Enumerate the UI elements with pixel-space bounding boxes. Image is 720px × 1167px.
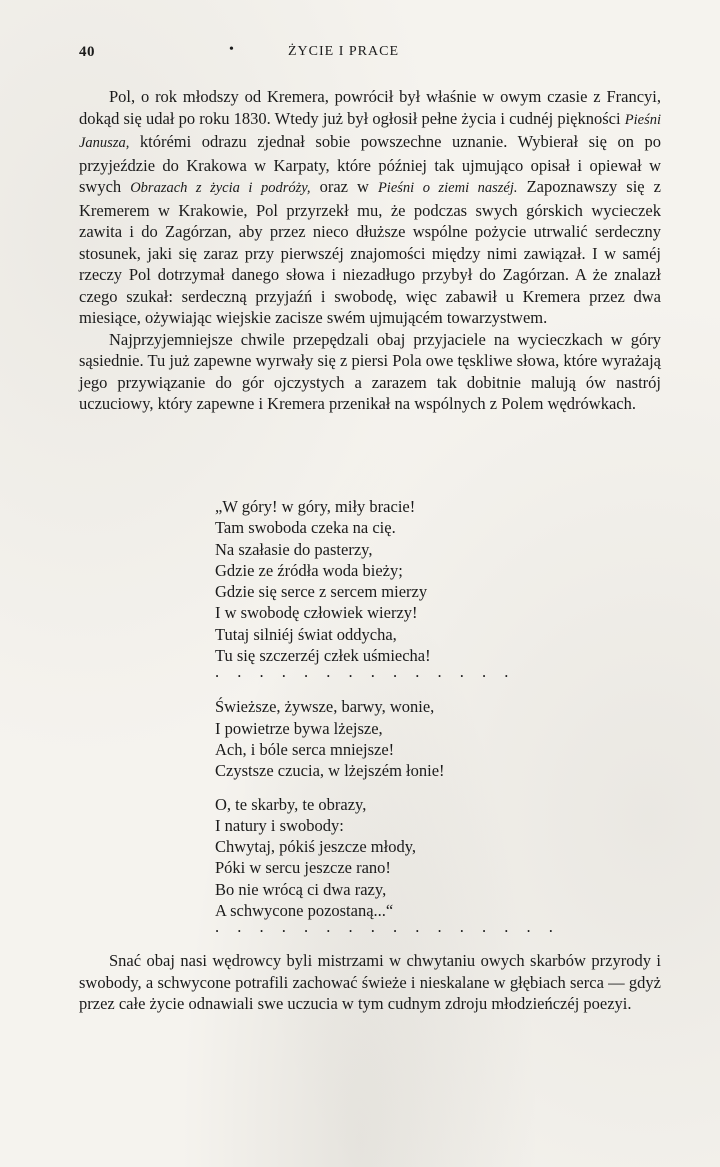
poem-line: Świeższe, żywsze, barwy, wonie, xyxy=(215,697,435,717)
paragraph-3: Snać obaj nasi wędrowcy byli mistrzami w chwytaniu owych skarbów przyrody i swobody, a schwycone potrafili zachować świeże i nieskalane w głębiach serca — gdyż przez całe życie odnawiali swe uczucia w tym cudnym zdroju młodzieńczéj poezyi. xyxy=(79,951,661,1013)
poem-line: Póki w sercu jeszcze rano! xyxy=(215,858,391,878)
poem-line: Chwytaj, pókiś jeszcze młody, xyxy=(215,837,417,857)
paragraph-1 xyxy=(79,86,661,329)
poem-line: Tutaj silniéj świat oddycha, xyxy=(215,624,397,644)
poem-stanza-2 xyxy=(215,696,535,781)
poem-line: „W góry! w góry, miły bracie! xyxy=(215,497,416,516)
paragraph-1-part-4: Zapoznawszy się z Kremerem w Krakowie, Pol przyrzekł mu, że podczas swych górskich wycieczek zawita i do Zagórzan, aby przez nieco dłuższe wspólne pożycie utrwalić serdeczny stosunek, jaki się zaraz przy pierwszéj znajomości między nimi zawiązał. I w saméj rzeczy Pol dotrzymał danego słowa i niezadługo przybył do Zagórzan. A że znalazł czego szukał: serdeczną przyjaźń i swobodę, więc zabawił u Kremera przez dwa miesiące, ożywiając wiejskie zacisze swém ujmującém towarzystwem. xyxy=(79,177,661,327)
poem-line: Czystsze czucia, w lżejszém łonie! xyxy=(215,761,445,781)
paragraph-1-part-1: Pol, o rok młodszy od Kremera, powrócił był właśnie w owym czasie z Francyi, dokąd się udał po roku 1830. Wtedy już był ogłosił pełne życia i cudnéj piękności xyxy=(79,87,661,128)
page-header xyxy=(79,44,659,68)
header-dot: • xyxy=(229,42,235,57)
poem-ellipsis: . . . . . . . . . . . . . . xyxy=(215,662,516,682)
poem-ellipsis: . . . . . . . . . . . . . . . . xyxy=(215,917,560,937)
poem-line: Gdzie się serce z sercem mierzy xyxy=(215,582,428,602)
poem-line: I natury i swobody: xyxy=(215,815,344,835)
poem-line: Na szałasie do pasterzy, xyxy=(215,539,373,559)
poem-line: Tam swoboda czeka na cię. xyxy=(215,518,396,538)
poem-line: Tu się szczerzéj człek uśmiecha! xyxy=(215,646,431,666)
poem-line: A schwycone pozostaną...“ xyxy=(215,901,394,921)
running-title: ŻYCIE I PRACE xyxy=(288,44,399,59)
paragraph-1-part-3: oraz w xyxy=(310,177,378,196)
poem-stanza-3 xyxy=(215,794,560,940)
poem xyxy=(215,496,560,951)
page-number: 40 xyxy=(79,44,95,60)
main-text xyxy=(79,86,661,415)
poem-line: I powietrze bywa lżejsze, xyxy=(215,718,383,738)
closing-text xyxy=(79,950,661,1015)
book-title-piesni-janusza: Pieśni Janusza, xyxy=(79,111,661,151)
poem-line: Bo nie wrócą ci dwa razy, xyxy=(215,879,387,899)
paragraph-1-part-2: którémi odrazu zjednał sobie powszechne uznanie. Wybierał się on po przyjeździe do Krakowa w Karpaty, które później tak ujmująco opisał i opiewał w swych xyxy=(79,132,661,196)
book-title-obrazy: Obrazach z życia i podróży, xyxy=(130,180,311,196)
poem-line: Ach, i bóle serca mniejsze! xyxy=(215,739,395,759)
poem-line: I w swobodę człowiek wierzy! xyxy=(215,603,418,623)
poem-line: O, te skarby, te obrazy, xyxy=(215,794,367,814)
book-title-piesni-o-ziemi: Pieśni o ziemi naszéj. xyxy=(377,180,518,196)
poem-stanza-1 xyxy=(215,496,535,684)
paragraph-2: Najprzyjemniejsze chwile przepędzali obaj przyjaciele na wycieczkach w góry sąsiednie. Tu już zapewne wyrwały się z piersi Pola owe tęskliwe słowa, które wyrażają jego przywiązanie do gór ojczystych a zarazem tak dobitnie malują ów nastrój uczuciowy, który zapewne i Kremera przenikał na wspólnych z Polem wędrówkach. xyxy=(79,329,661,413)
poem-line: Gdzie ze źródła woda bieży; xyxy=(215,560,403,580)
